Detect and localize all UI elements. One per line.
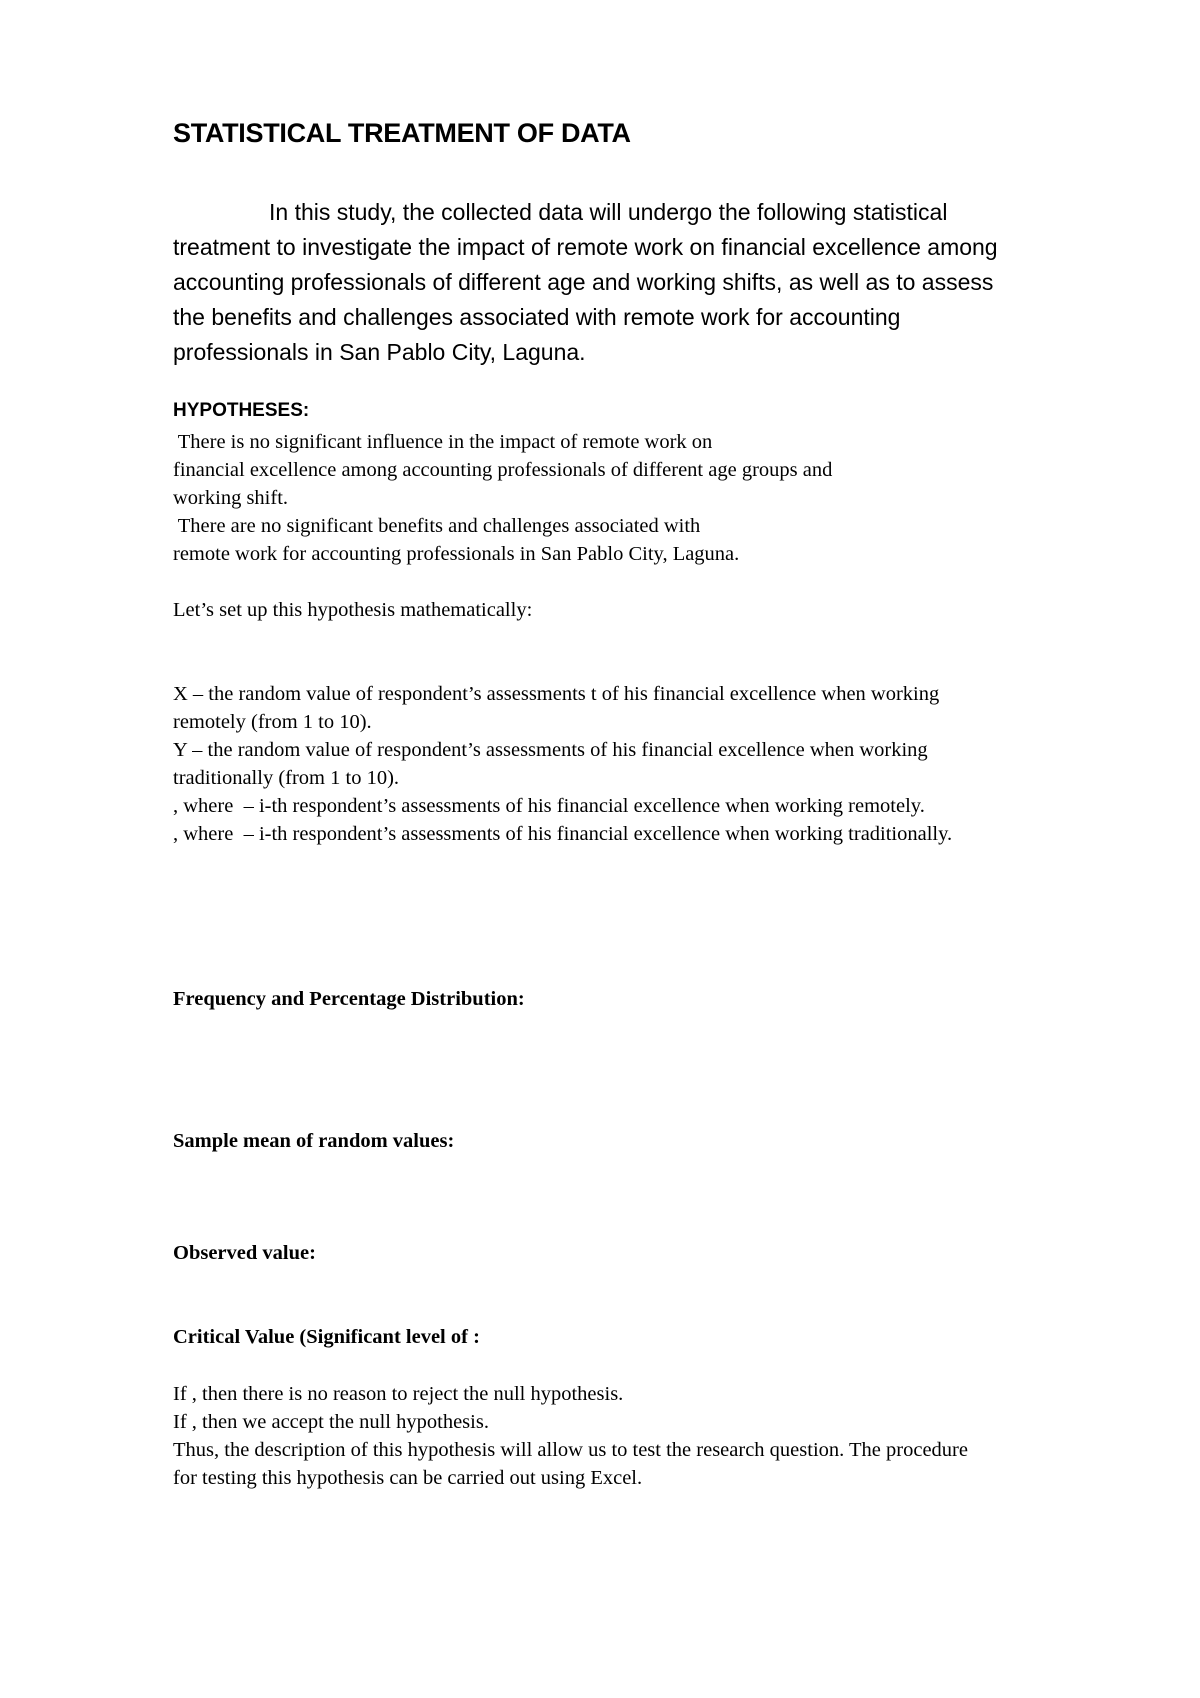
frequency-distribution-heading: Frequency and Percentage Distribution:: [173, 988, 525, 1010]
conclusion-line: for testing this hypothesis can be carried out using Excel.: [173, 1467, 643, 1489]
setup-statement: Let’s set up this hypothesis mathematically:: [173, 599, 533, 621]
document-title: STATISTICAL TREATMENT OF DATA: [173, 118, 631, 148]
hypothesis-line: There are no significant benefits and challenges associated with: [173, 515, 701, 537]
hypotheses-heading: HYPOTHESES:: [173, 400, 310, 421]
hypothesis-line: There is no significant influence in the impact of remote work on: [173, 431, 713, 453]
variable-line: X – the random value of respondent’s assessments t of his financial excellence when working: [173, 683, 940, 705]
hypothesis-line: working shift.: [173, 487, 289, 509]
variable-line: traditionally (from 1 to 10).: [173, 767, 400, 789]
conclusion-line: Thus, the description of this hypothesis will allow us to test the research question. The procedure: [173, 1439, 968, 1461]
conclusion-line: If , then there is no reason to reject the null hypothesis.: [173, 1383, 624, 1405]
intro-line: professionals in San Pablo City, Laguna.: [173, 339, 586, 365]
intro-paragraph: [173, 195, 1133, 370]
intro-line: the benefits and challenges associated with remote work for accounting: [173, 304, 901, 330]
critical-value-heading: Critical Value (Significant level of :: [173, 1326, 480, 1348]
intro-line: treatment to investigate the impact of remote work on financial excellence among: [173, 234, 998, 260]
variable-line: Y – the random value of respondent’s assessments of his financial excellence when working: [173, 739, 928, 761]
intro-line: accounting professionals of different age and working shifts, as well as to assess: [173, 269, 994, 295]
intro-line: In this study, the collected data will undergo the following statistical: [269, 199, 948, 225]
conclusion-text: [173, 1380, 968, 1492]
variable-definitions: [173, 680, 952, 848]
sample-mean-heading: Sample mean of random values:: [173, 1130, 455, 1152]
hypothesis-line: remote work for accounting professionals in San Pablo City, Laguna.: [173, 543, 740, 565]
variable-line: remotely (from 1 to 10).: [173, 711, 372, 733]
conclusion-line: If , then we accept the null hypothesis.: [173, 1411, 489, 1433]
observed-value-heading: Observed value:: [173, 1242, 316, 1264]
variable-line: , where – i-th respondent’s assessments of his financial excellence when working remotely.: [173, 795, 925, 817]
variable-line: , where – i-th respondent’s assessments of his financial excellence when working traditionally.: [173, 823, 953, 845]
hypotheses-text: [173, 428, 832, 568]
hypothesis-line: financial excellence among accounting professionals of different age groups and: [173, 459, 833, 481]
